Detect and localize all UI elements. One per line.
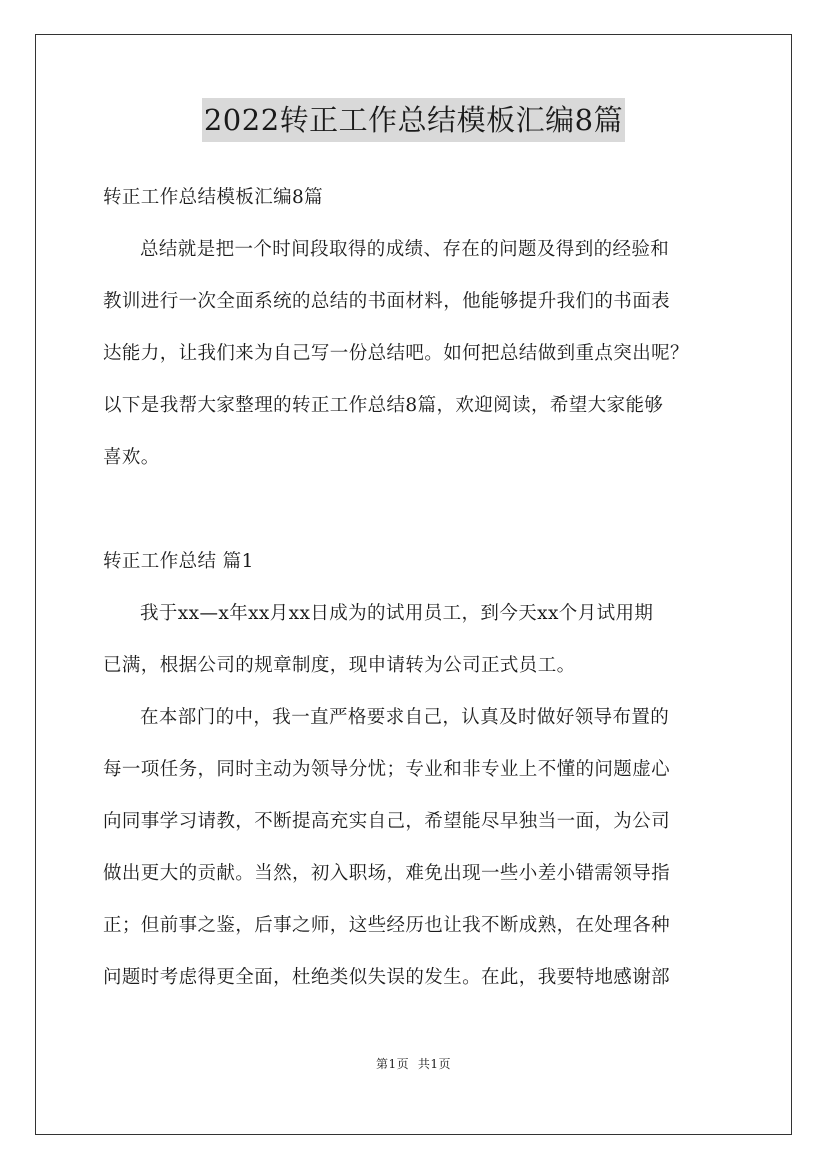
section-heading: 转正工作总结 篇1	[103, 551, 254, 572]
document-title: 2022转正工作总结模板汇编8篇	[202, 98, 625, 142]
text-line: 已满，根据公司的规章制度，现申请转为公司正式员工。	[103, 655, 576, 676]
page-footer	[0, 1055, 827, 1073]
text-line: 总结就是把一个时间段取得的成绩、存在的问题及得到的经验和	[140, 239, 670, 260]
paragraph-2	[103, 692, 727, 1004]
text-line: 我于xx—x年xx月xx日成为的试用员工，到今天xx个月试用期	[140, 603, 654, 624]
page-number: 第1页	[376, 1057, 410, 1071]
page-total: 共1页	[417, 1057, 451, 1071]
document-body	[103, 172, 727, 1004]
document-subtitle: 转正工作总结模板汇编8篇	[103, 187, 324, 208]
text-line: 教训进行一次全面系统的总结的书面材料，他能够提升我们的书面表	[103, 291, 671, 312]
spacer	[103, 484, 727, 536]
text-line: 每一项任务，同时主动为领导分忧；专业和非专业上不懂的问题虚心	[103, 759, 671, 780]
intro-paragraph	[103, 224, 727, 484]
text-line: 做出更大的贡献。当然，初入职场，难免出现一些小差小错需领导指	[103, 863, 671, 884]
title-container	[0, 98, 827, 142]
paragraph-1	[103, 588, 727, 692]
text-line: 喜欢。	[103, 447, 160, 468]
text-line: 向同事学习请教，不断提高充实自己，希望能尽早独当一面，为公司	[103, 811, 671, 832]
text-line: 正；但前事之鉴，后事之师，这些经历也让我不断成熟，在处理各种	[103, 915, 671, 936]
text-line: 达能力，让我们来为自己写一份总结吧。如何把总结做到重点突出呢？	[103, 343, 689, 364]
text-line: 问题时考虑得更全面，杜绝类似失误的发生。在此，我要特地感谢部	[103, 967, 671, 988]
text-line: 以下是我帮大家整理的转正工作总结8篇，欢迎阅读，希望大家能够	[103, 395, 664, 416]
text-line: 在本部门的中，我一直严格要求自己，认真及时做好领导布置的	[140, 707, 670, 728]
